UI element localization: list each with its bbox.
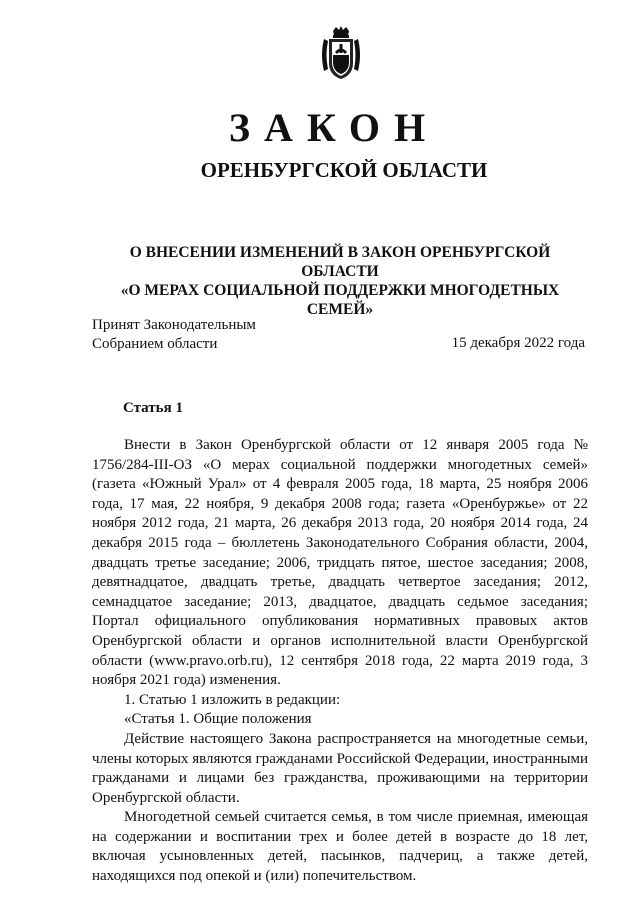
law-subject-line: О ВНЕСЕНИИ ИЗМЕНЕНИЙ В ЗАКОН ОРЕНБУРГСКОЙ ОБЛАСТИ xyxy=(129,244,551,280)
region-title: ОРЕНБУРГСКОЙ ОБЛАСТИ xyxy=(200,158,488,182)
law-title: ЗАКОН xyxy=(228,105,440,150)
article-paragraph: Многодетной семьей считается семья, в том числе приемная, имеющая на содержании и воспитании трех и более детей в возрасте до 18 лет, включая усыновленных детей, пасынков, падчериц, а также детей, находящихся под опекой и (или) попечительством. xyxy=(92,809,588,885)
article-body xyxy=(92,436,588,887)
article-paragraph: «Статья 1. Общие положения xyxy=(124,711,312,728)
adoption-note xyxy=(92,316,256,354)
adoption-line: Собранием области xyxy=(92,336,218,352)
orenburg-coat-of-arms-icon xyxy=(318,25,364,81)
adoption-line: Принят Законодательным xyxy=(92,317,256,333)
article-paragraph: 1. Статью 1 изложить в редакции: xyxy=(124,691,341,708)
law-subject xyxy=(90,243,590,319)
law-subject-line: «О МЕРАХ СОЦИАЛЬНОЙ ПОДДЕРЖКИ МНОГОДЕТНЫХ СЕМЕЙ» xyxy=(120,282,560,318)
adoption-date: 15 декабря 2022 года xyxy=(451,335,585,351)
article-title: Статья 1 xyxy=(123,400,183,416)
article-paragraph: Внести в Закон Оренбургской области от 12 января 2005 года № 1756/284-III-ОЗ «О мерах социальной поддержки многодетных семей» (газета «Южный Урал» от 4 февраля 2005 года, 18 марта, 25 ноября 2006 года, 17 мая, 22 ноября, 9 декабря 2008 года; газета «Оренбуржье» от 22 ноября 2012 года, 21 марта, 26 декабря 2013 года, 20 ноября 2014 года, 24 декабря 2015 года – бюллетень Законодательного Собрания области, 2004, двадцать третье заседание; 2006, тридцать пятое, шестое заседания; 2008, девятнадцатое, двадцать третье, двадцать четвертое заседания; 2012, семнадцатое заседание; 2013, двадцатое, двадцать седьмое заседания; Портал официального опубликования нормативных правовых актов Оренбургской области и органов исполнительной власти Оренбургской области (www.pravo.orb.ru), 12 сентября 2018 года, 22 марта 2019 года, 3 ноября 2021 года) изменения. xyxy=(92,437,588,689)
article-paragraph: Действие настоящего Закона распространяется на многодетные семьи, члены которых являются гражданами Российской Федерации, иностранными гражданами и лицами без гражданства, проживающими на территории Оренбургской области. xyxy=(92,730,588,806)
